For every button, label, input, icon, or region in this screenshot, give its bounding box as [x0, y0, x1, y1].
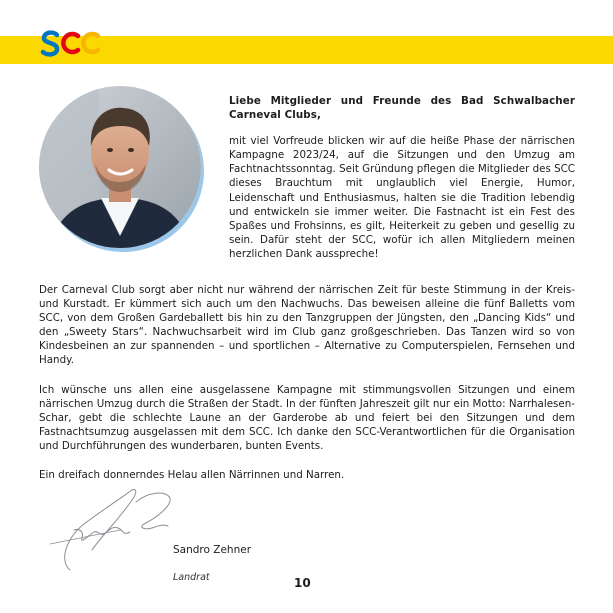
scc-logo: [40, 26, 102, 60]
closing-line: Ein dreifach donnerndes Helau allen Närrinnen und Narren.: [39, 469, 345, 482]
signer-role: Landrat: [173, 572, 210, 583]
greeting-heading: Liebe Mitglieder und Freunde des Bad Schwalbacher Carneval Clubs,: [229, 95, 575, 122]
handwritten-signature: [40, 484, 180, 576]
letter-body: [39, 283, 575, 497]
page-number: 10: [294, 576, 311, 590]
portrait-photo: [39, 86, 201, 248]
paragraph-2: Der Carneval Club sorgt aber nicht nur während der närrischen Zeit für beste Stimmung in der Kreis- und Kurstadt. Er kümmert sich auch um den Nachwuchs. Das beweisen alleine die fünf Balletts vom SCC, von dem Großen Gardeballett bis hin zu den Tanzgruppen der Jüngsten, den „Dancing Kids“ und den „Sweety Stars“. Nachwuchsarbeit wird im Club ganz großgeschrieben. Das Tanzen wird so von Kindesbeinen an zur spannenden – und sportlichen – Alternative zu Computerspielen, Fernsehen und Handy.: [39, 284, 575, 367]
intro-paragraph: mit viel Vorfreude blicken wir auf die heiße Phase der närrischen Kampagne 2023/24, auf die Sitzungen und den Umzug am Fachtnachtssonntag. Seit Gründung pflegen die Mitglieder des SCC dieses Brauchtum mit unglaublich viel Energie, Humor, Leidenschaft und Enthusiasmus, halten sie die Tradition lebendig und entwickeln sie immer weiter. Die Fastnacht ist ein Fest des Spaßes und Frohsinns, es gilt, Heiterkeit zu geben und gesellig zu sein. Dafür steht der SCC, wofür ich allen Mitgliedern meinen herzlichen Dank ausspreche!: [229, 135, 575, 260]
paragraph-3: Ich wünsche uns allen eine ausgelassene Kampagne mit stimmungsvollen Sitzungen und einem närrischen Umzug durch die Straßen der Stadt. In der fünften Jahreszeit gilt nur ein Motto: Narrhalesen-Schar, gebt die schlechte Laune an der Garderobe ab und feiert bei den Sitzungen und dem Fastnachtsumzug ausgelassen mit dem SCC. Ich danke den SCC-Verantwortlichen für die Organisation und Durchführungen des wunderbaren, bunten Events.: [39, 383, 575, 452]
signer-name: Sandro Zehner: [173, 544, 252, 556]
intro-section: [229, 94, 575, 261]
